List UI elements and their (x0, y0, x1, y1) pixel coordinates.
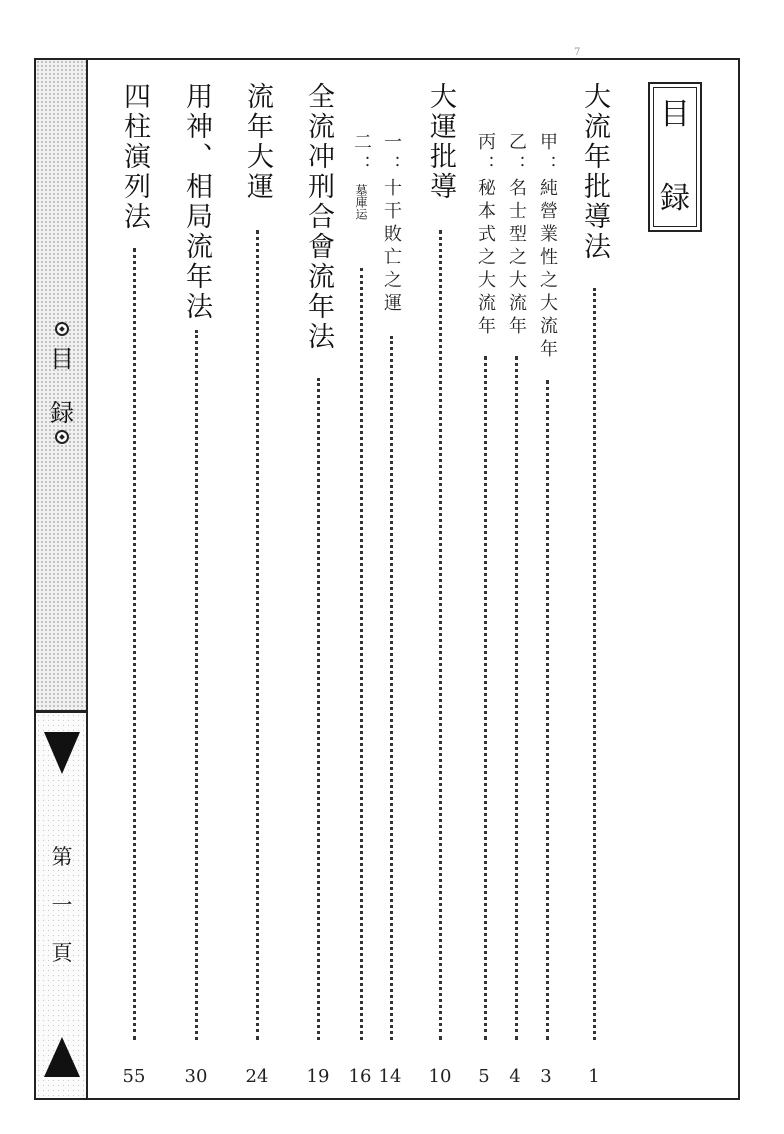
toc-entry-title: 一：十干敗亡之運 (381, 132, 402, 316)
toc-leader-dots (195, 330, 198, 1040)
page-label-char: 一 (51, 893, 73, 917)
diamond-ornament-icon (55, 430, 69, 444)
page-label-char: 第 (51, 845, 73, 869)
toc-page-number: 24 (245, 1066, 269, 1087)
sidebar-lower-panel (36, 713, 86, 1098)
sidebar-section-char: 録 (50, 399, 74, 427)
page-title-box (648, 82, 702, 232)
toc-page-number: 3 (540, 1066, 552, 1087)
page-title-char: 目 (660, 97, 690, 132)
toc-page-number: 55 (122, 1066, 146, 1087)
toc-page-number: 30 (184, 1066, 208, 1087)
toc-leader-dots (360, 268, 363, 1040)
toc-page-number: 14 (378, 1066, 402, 1087)
toc-page-number: 1 (588, 1066, 600, 1087)
toc-leader-dots (515, 356, 518, 1040)
toc-leader-dots (546, 380, 549, 1040)
toc-entry-title: 四柱演列法 (119, 82, 150, 232)
diamond-ornament-icon (55, 322, 69, 336)
page-title-char: 録 (660, 181, 690, 216)
toc-leader-dots (439, 230, 442, 1040)
toc-page-number: 4 (509, 1066, 521, 1087)
toc-entry-title: 乙：名士型之大流年 (506, 132, 527, 339)
toc-entry-title: 丙：秘本式之大流年 (475, 132, 496, 339)
toc-entry-title: 用神、相局流年法 (181, 82, 212, 322)
triangle-down-icon[interactable] (44, 732, 80, 774)
toc-entry-title: 二： (351, 132, 372, 178)
sidebar (36, 60, 88, 1098)
toc-leader-dots (133, 248, 136, 1040)
toc-page-number: 19 (306, 1066, 330, 1087)
toc-leader-dots (484, 356, 487, 1040)
toc-entry-title: 流年大運 (242, 82, 273, 202)
toc-entry-title: 甲：純營業性之大流年 (537, 132, 558, 362)
toc-entry-title: 大運批導 (425, 82, 456, 202)
margin-mark: 7 (574, 47, 581, 58)
toc-page-number: 5 (478, 1066, 490, 1087)
page-label-char: 頁 (51, 941, 73, 965)
toc-leader-dots (593, 288, 596, 1040)
toc-leader-dots (256, 230, 259, 1040)
toc-leader-dots (317, 378, 320, 1040)
toc-page-number: 16 (348, 1066, 372, 1087)
sidebar-section-char: 目 (50, 345, 74, 373)
toc-page-number: 10 (428, 1066, 452, 1087)
triangle-up-icon[interactable] (44, 1037, 80, 1077)
toc-entry-title: 大流年批導法 (579, 82, 610, 262)
toc-entry-note: 墓庫运 (354, 184, 368, 220)
toc-entry-title: 全流冲刑合會流年法 (303, 82, 334, 352)
toc-leader-dots (390, 336, 393, 1040)
